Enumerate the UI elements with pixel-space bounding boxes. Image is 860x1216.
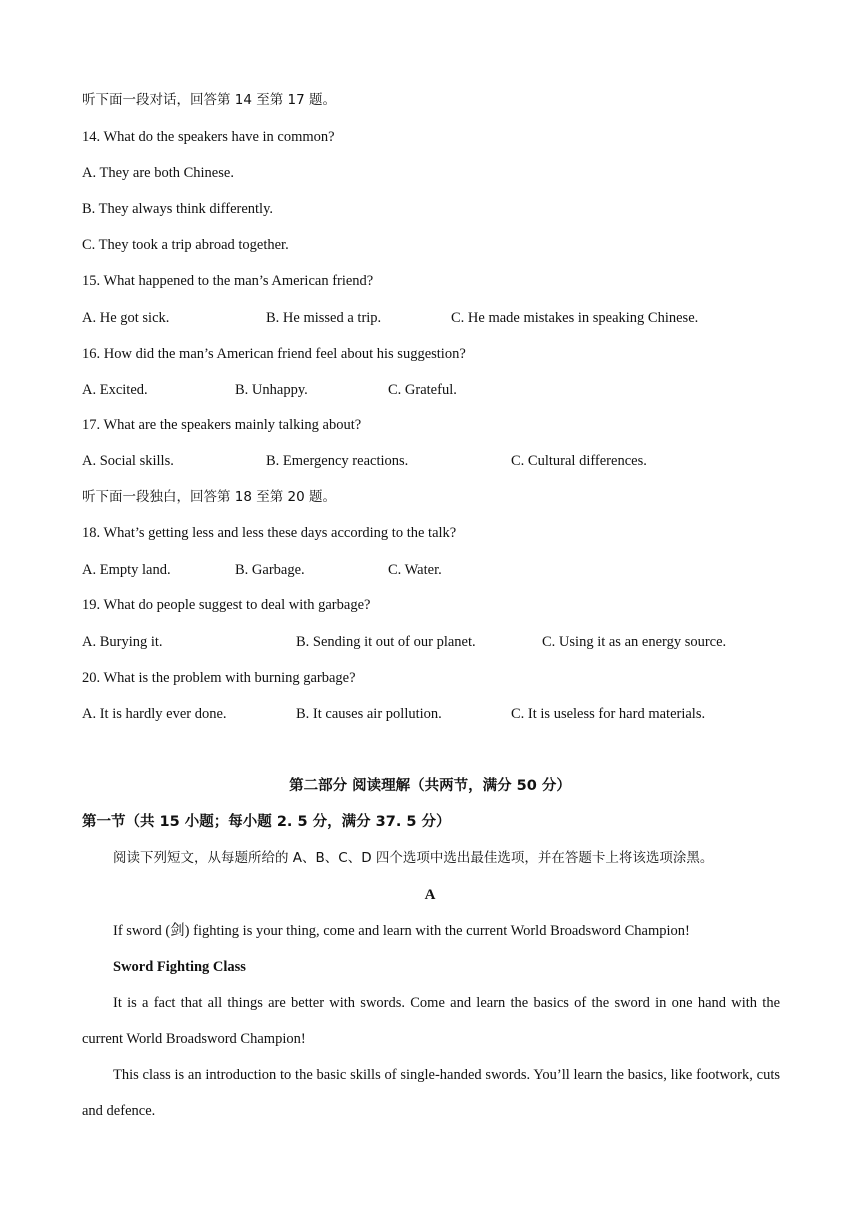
q16-options — [82, 380, 782, 400]
instruction-14-17: 听下面一段对话，回答第 14 至第 17 题。 — [82, 92, 337, 108]
question-14: 14. What do the speakers have in common? — [82, 129, 335, 145]
q20-option-a: A. It is hardly ever done. — [82, 706, 227, 722]
q16-option-a: A. Excited. — [82, 382, 148, 398]
q17-options — [82, 451, 782, 471]
q15-option-a: A. He got sick. — [82, 310, 170, 326]
q20-option-c: C. It is useless for hard materials. — [511, 706, 706, 722]
passage-heading: Sword Fighting Class — [113, 959, 246, 975]
q14-option-b: B. They always think differently. — [82, 201, 274, 217]
question-15: 15. What happened to the man’s American friend? — [82, 273, 374, 289]
q14-option-c: C. They took a trip abroad together. — [82, 237, 289, 253]
q17-option-b: B. Emergency reactions. — [266, 453, 409, 469]
q16-option-c: C. Grateful. — [388, 382, 457, 398]
q20-option-b: B. It causes air pollution. — [296, 706, 442, 722]
q19-options — [82, 632, 782, 652]
instruction-18-20: 听下面一段独白，回答第 18 至第 20 题。 — [82, 489, 337, 505]
q15-option-c: C. He made mistakes in speaking Chinese. — [451, 310, 699, 326]
q16-option-b: B. Unhappy. — [235, 382, 308, 398]
passage-paragraph-1: It is a fact that all things are better with swords. Come and learn the basics of the sword in one hand with the current World Broadsword Champion! — [82, 995, 780, 1047]
q18-option-b: B. Garbage. — [235, 562, 305, 578]
q20-options — [82, 704, 782, 724]
question-17: 17. What are the speakers mainly talking about? — [82, 417, 362, 433]
reading-instruction: 阅读下列短文，从每题所给的 A、B、C、D 四个选项中选出最佳选项，并在答题卡上将该选项涂黑。 — [113, 850, 714, 866]
q15-option-b: B. He missed a trip. — [266, 310, 382, 326]
q19-option-c: C. Using it as an energy source. — [542, 634, 727, 650]
q18-options — [82, 560, 782, 580]
q18-option-a: A. Empty land. — [82, 562, 171, 578]
section-one-title: 第一节（共 15 小题；每小题 2. 5 分，满分 37. 5 分） — [82, 814, 451, 830]
question-18: 18. What’s getting less and less these days according to the talk? — [82, 525, 457, 541]
question-20: 20. What is the problem with burning garbage? — [82, 670, 356, 686]
q18-option-c: C. Water. — [388, 562, 442, 578]
passage-paragraph-2: This class is an introduction to the basic skills of single-handed swords. You’ll learn the basics, like footwork, cuts and defence. — [82, 1067, 780, 1119]
q14-option-a: A. They are both Chinese. — [82, 165, 234, 181]
q19-option-a: A. Burying it. — [82, 634, 163, 650]
q17-option-c: C. Cultural differences. — [511, 453, 647, 469]
part-two-title: 第二部分 阅读理解（共两节，满分 50 分） — [289, 778, 571, 794]
q17-option-a: A. Social skills. — [82, 453, 174, 469]
passage-intro: If sword (剑) fighting is your thing, come and learn with the current World Broadsword Champion! — [113, 923, 690, 939]
question-19: 19. What do people suggest to deal with garbage? — [82, 597, 371, 613]
passage-label: A — [424, 887, 436, 903]
q19-option-b: B. Sending it out of our planet. — [296, 634, 476, 650]
q15-options — [82, 308, 782, 328]
question-16: 16. How did the man’s American friend feel about his suggestion? — [82, 346, 466, 362]
